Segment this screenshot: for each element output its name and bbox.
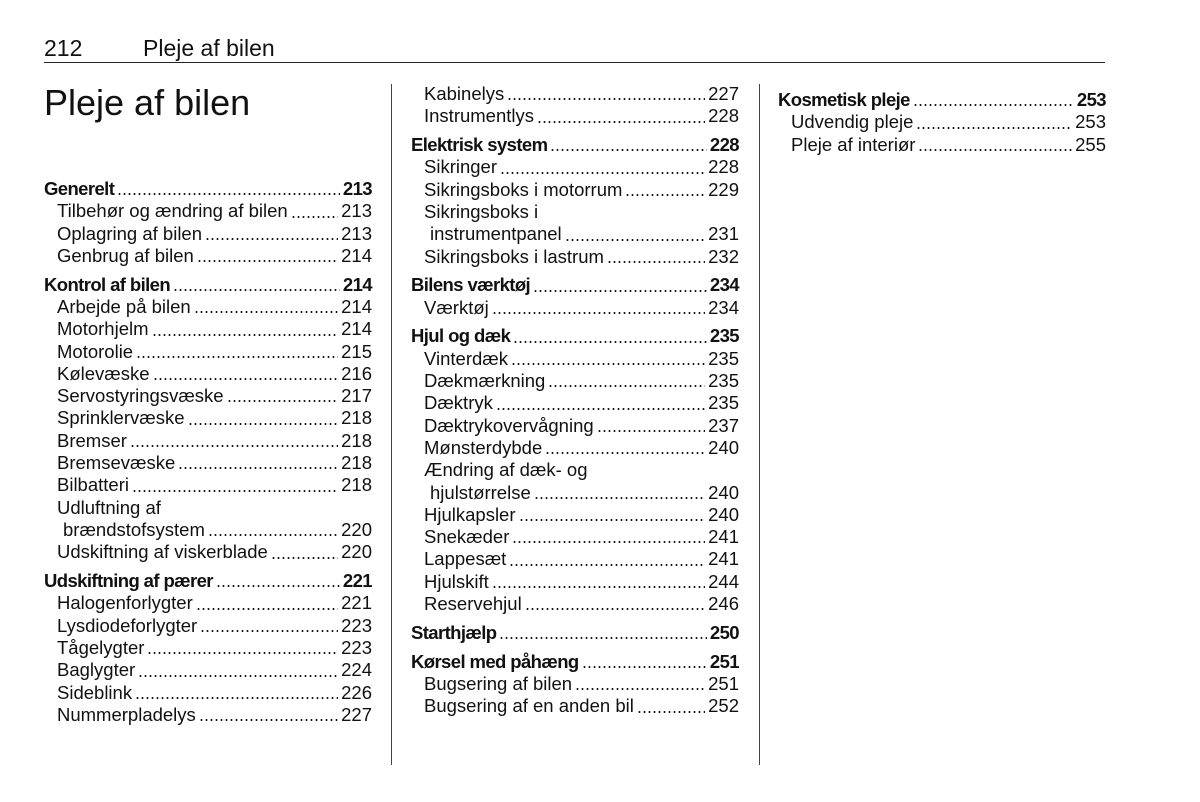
dot-leader [136,356,338,358]
toc-page-number: 229 [708,178,739,200]
dot-leader [545,452,705,454]
toc-entry [411,593,739,615]
dot-leader [492,312,705,314]
toc-page-number: 240 [708,436,739,458]
toc-entry [411,83,739,105]
toc-entry [44,318,372,340]
toc-section-heading [44,274,372,296]
dot-leader [132,490,338,492]
toc-entry [411,548,739,570]
toc-page-number: 228 [708,156,739,178]
toc-entry-label: Elektrisk system [411,134,548,156]
toc-entry-label: Hjulkapsler [424,503,516,525]
toc-entry [411,370,739,392]
toc-column-3 [778,89,1106,156]
toc-entry-label: Udvendig pleje [791,111,914,133]
toc-column-2 [411,83,739,718]
toc-section-heading [411,651,739,673]
toc-entry-label: instrumentpanel [430,223,562,245]
dot-leader [534,497,705,499]
dot-leader [271,557,338,559]
dot-leader [916,127,1072,129]
toc-entry [411,482,739,504]
toc-entry [44,452,372,474]
toc-page-number: 240 [708,481,739,503]
toc-page-number: 213 [341,222,372,244]
dot-leader [625,194,705,196]
toc-entry [411,504,739,526]
toc-section-heading [411,622,739,644]
toc-page-number: 235 [708,370,739,392]
toc-page-number: 252 [708,695,739,717]
toc-entry-label: Oplagring af bilen [57,222,203,244]
toc-page-number: 237 [708,414,739,436]
toc-page-number: 218 [341,429,372,451]
toc-entry [411,571,739,593]
toc-entry [411,156,739,178]
toc-entry-label: Starthjælp [411,621,497,643]
toc-entry [411,179,739,201]
dot-leader [216,585,340,587]
dot-leader [178,467,338,469]
toc-page-number: 220 [341,518,372,540]
toc-page-number: 250 [709,621,739,643]
toc-entry [778,134,1106,156]
running-title: Pleje af bilen [143,35,275,61]
toc-entry-label: Motorhjelm [57,318,149,340]
toc-entry-label: Motorolie [57,340,134,362]
dot-leader [152,334,339,336]
toc-page-number: 221 [341,592,372,614]
toc-entry [411,223,739,245]
toc-entry-label: Bugsering af bilen [424,672,573,694]
toc-entry-label: Bugsering af en anden bil [424,695,634,717]
toc-entry [411,415,739,437]
toc-page-number: 241 [708,548,739,570]
toc-entry-label: Hjul og dæk [411,325,511,347]
toc-entry-label: Reservehjul [424,593,522,615]
dot-leader [519,519,706,521]
toc-page-number: 253 [1076,89,1106,110]
toc-entry [44,637,372,659]
dot-leader [196,608,338,610]
dot-leader [496,408,705,410]
toc-entry-label: Tilbehør og ændring af bilen [57,200,288,222]
dot-leader [291,216,338,218]
page-title: Pleje af bilen [44,82,251,123]
toc-entry [44,682,372,704]
column-divider [759,84,760,765]
toc-entry [44,341,372,363]
toc-entry-label: Halogenforlygter [57,592,193,614]
toc-page-number: 214 [341,244,372,266]
toc-page-number: 220 [341,541,372,563]
toc-entry-label: Ændring af dæk- og [424,459,588,481]
dot-leader [173,289,340,291]
toc-entry-label: Pleje af interiør [791,133,916,155]
toc-section-heading [411,274,739,296]
toc-entry-label: Sikringsboks i lastrum [424,245,604,267]
toc-entry [411,246,739,268]
dot-leader [153,378,339,380]
dot-leader [500,172,705,174]
toc-page-number: 218 [341,452,372,474]
toc-entry [411,392,739,414]
page-header [44,34,1105,63]
toc-entry [44,592,372,614]
toc-entry-label: hjulstørrelse [430,481,531,503]
toc-entry-label: Baglygter [57,659,136,681]
toc-entry [44,497,372,519]
toc-entry-label: Nummerpladelys [57,703,196,725]
toc-page-number: 234 [708,296,739,318]
toc-entry-label: Sikringsboks i motorrum [424,178,623,200]
toc-entry [44,385,372,407]
toc-section-heading [44,178,372,200]
toc-section-heading [44,570,372,592]
toc-entry-label: Mønsterdybde [424,436,543,458]
toc-entry [44,296,372,318]
toc-entry-label: Kørsel med påhæng [411,650,579,672]
dot-leader [537,121,705,123]
dot-leader [548,385,705,387]
toc-page-number: 251 [709,650,739,672]
dot-leader [565,239,705,241]
toc-entry-label: Bremsevæske [57,452,176,474]
toc-entry-label: Instrumentlys [424,105,535,127]
toc-page-number: 231 [708,223,739,245]
toc-page-number: 226 [341,681,372,703]
toc-page-number: 215 [341,340,372,362]
toc-entry-label: Udskiftning af pærer [44,570,213,592]
toc-page-number: 235 [708,347,739,369]
toc-page-number: 213 [341,200,372,222]
toc-page-number: 214 [341,318,372,340]
toc-page-number: 218 [341,407,372,429]
toc-entry-label: Kølevæske [57,362,150,384]
toc-entry [411,348,739,370]
toc-entry-label: Vinterdæk [424,347,508,369]
toc-page-number: 240 [708,503,739,525]
dot-leader [492,586,705,588]
toc-entry [411,526,739,548]
toc-entry-label: Bilbatteri [57,474,129,496]
toc-entry [44,519,372,541]
dot-leader [913,104,1074,106]
dot-leader [607,261,705,263]
toc-entry-label: Snekæder [424,526,510,548]
dot-leader [200,630,338,632]
toc-entry [411,297,739,319]
toc-entry [44,223,372,245]
toc-entry-label: Sprinklervæske [57,407,185,429]
toc-entry [411,437,739,459]
dot-leader [512,541,705,543]
toc-entry-label: Værktøj [424,296,489,318]
toc-entry [778,111,1106,133]
dot-leader [575,688,705,690]
toc-entry [44,704,372,726]
dot-leader [597,430,705,432]
toc-entry [44,430,372,452]
toc-page-number: 234 [709,274,739,296]
toc-page-number: 246 [708,593,739,615]
toc-page-number: 228 [708,105,739,127]
toc-entry [411,201,739,223]
toc-entry [44,363,372,385]
toc-entry [411,459,739,481]
toc-entry-label: Lysdiodeforlygter [57,614,198,636]
toc-entry-label: Genbrug af bilen [57,244,194,266]
toc-page-number: 214 [341,295,372,317]
toc-entry [44,407,372,429]
toc-entry-label: Tågelygter [57,636,145,658]
toc-entry [44,474,372,496]
dot-leader [197,260,338,262]
dot-leader [507,98,705,100]
toc-entry-label: Sideblink [57,681,133,703]
dot-leader [227,400,339,402]
column-divider [391,84,392,765]
toc-page-number: 217 [341,385,372,407]
toc-page-number: 223 [341,636,372,658]
toc-page-number: 213 [342,178,372,199]
toc-entry [411,695,739,717]
toc-entry-label: Servostyringsvæske [57,385,224,407]
toc-entry [44,541,372,563]
dot-leader [208,534,338,536]
toc-entry [411,673,739,695]
toc-entry [44,245,372,267]
toc-entry-label: Dæktryk [424,392,493,414]
dot-leader [582,666,707,668]
dot-leader [188,423,339,425]
toc-entry-label: Sikringer [424,156,497,178]
dot-leader [525,608,705,610]
toc-entry-label: Bremser [57,429,127,451]
toc-page-number: 235 [708,392,739,414]
toc-entry-label: Udskiftning af viskerblade [57,541,268,563]
toc-page-number: 255 [1075,133,1106,155]
toc-page-number: 214 [342,273,372,295]
dot-leader [130,445,338,447]
toc-page-number: 224 [341,659,372,681]
toc-page-number: 216 [341,362,372,384]
toc-entry-label: Generelt [44,178,115,199]
toc-page-number: 232 [708,245,739,267]
dot-leader [533,290,707,292]
dot-leader [550,149,706,151]
toc-page-number: 235 [709,325,739,347]
toc-page-number: 227 [341,703,372,725]
toc-entry-label: Kosmetisk pleje [778,89,910,110]
dot-leader [499,637,706,639]
dot-leader [513,341,707,343]
toc-entry-label: Dæktrykovervågning [424,414,594,436]
toc-page-number: 244 [708,570,739,592]
dot-leader [918,149,1072,151]
toc-page-number: 228 [709,134,739,156]
toc-section-heading [411,134,739,156]
toc-page-number: 218 [341,474,372,496]
toc-entry [411,105,739,127]
toc-entry-label: Dækmærkning [424,370,546,392]
toc-page-number: 227 [708,83,739,104]
dot-leader [194,311,338,313]
toc-entry-label: Arbejde på bilen [57,295,191,317]
dot-leader [147,652,338,654]
toc-entry-label: Kabinelys [424,83,505,104]
toc-section-heading [778,89,1106,111]
toc-entry-label: brændstofsystem [63,518,205,540]
toc-entry [44,200,372,222]
toc-entry-label: Lappesæt [424,548,507,570]
toc-page-number: 223 [341,614,372,636]
toc-section-heading [411,325,739,347]
page-number: 212 [44,35,83,61]
toc-entry-label: Hjulskift [424,570,489,592]
dot-leader [637,711,705,713]
toc-entry-label: Kontrol af bilen [44,273,171,295]
toc-entry-label: Udluftning af [57,496,161,518]
toc-page-number: 221 [342,570,372,592]
dot-leader [199,719,338,721]
toc-entry [44,659,372,681]
dot-leader [117,193,340,195]
toc-entry [44,615,372,637]
toc-page-number: 241 [708,526,739,548]
toc-entry-label: Sikringsboks i [424,200,539,222]
toc-page-number: 253 [1075,111,1106,133]
dot-leader [135,697,338,699]
dot-leader [205,238,338,240]
toc-column-1 [44,178,372,726]
dot-leader [138,675,338,677]
toc-page-number: 251 [708,672,739,694]
dot-leader [511,363,705,365]
toc-entry-label: Bilens værktøj [411,274,531,296]
dot-leader [509,564,705,566]
